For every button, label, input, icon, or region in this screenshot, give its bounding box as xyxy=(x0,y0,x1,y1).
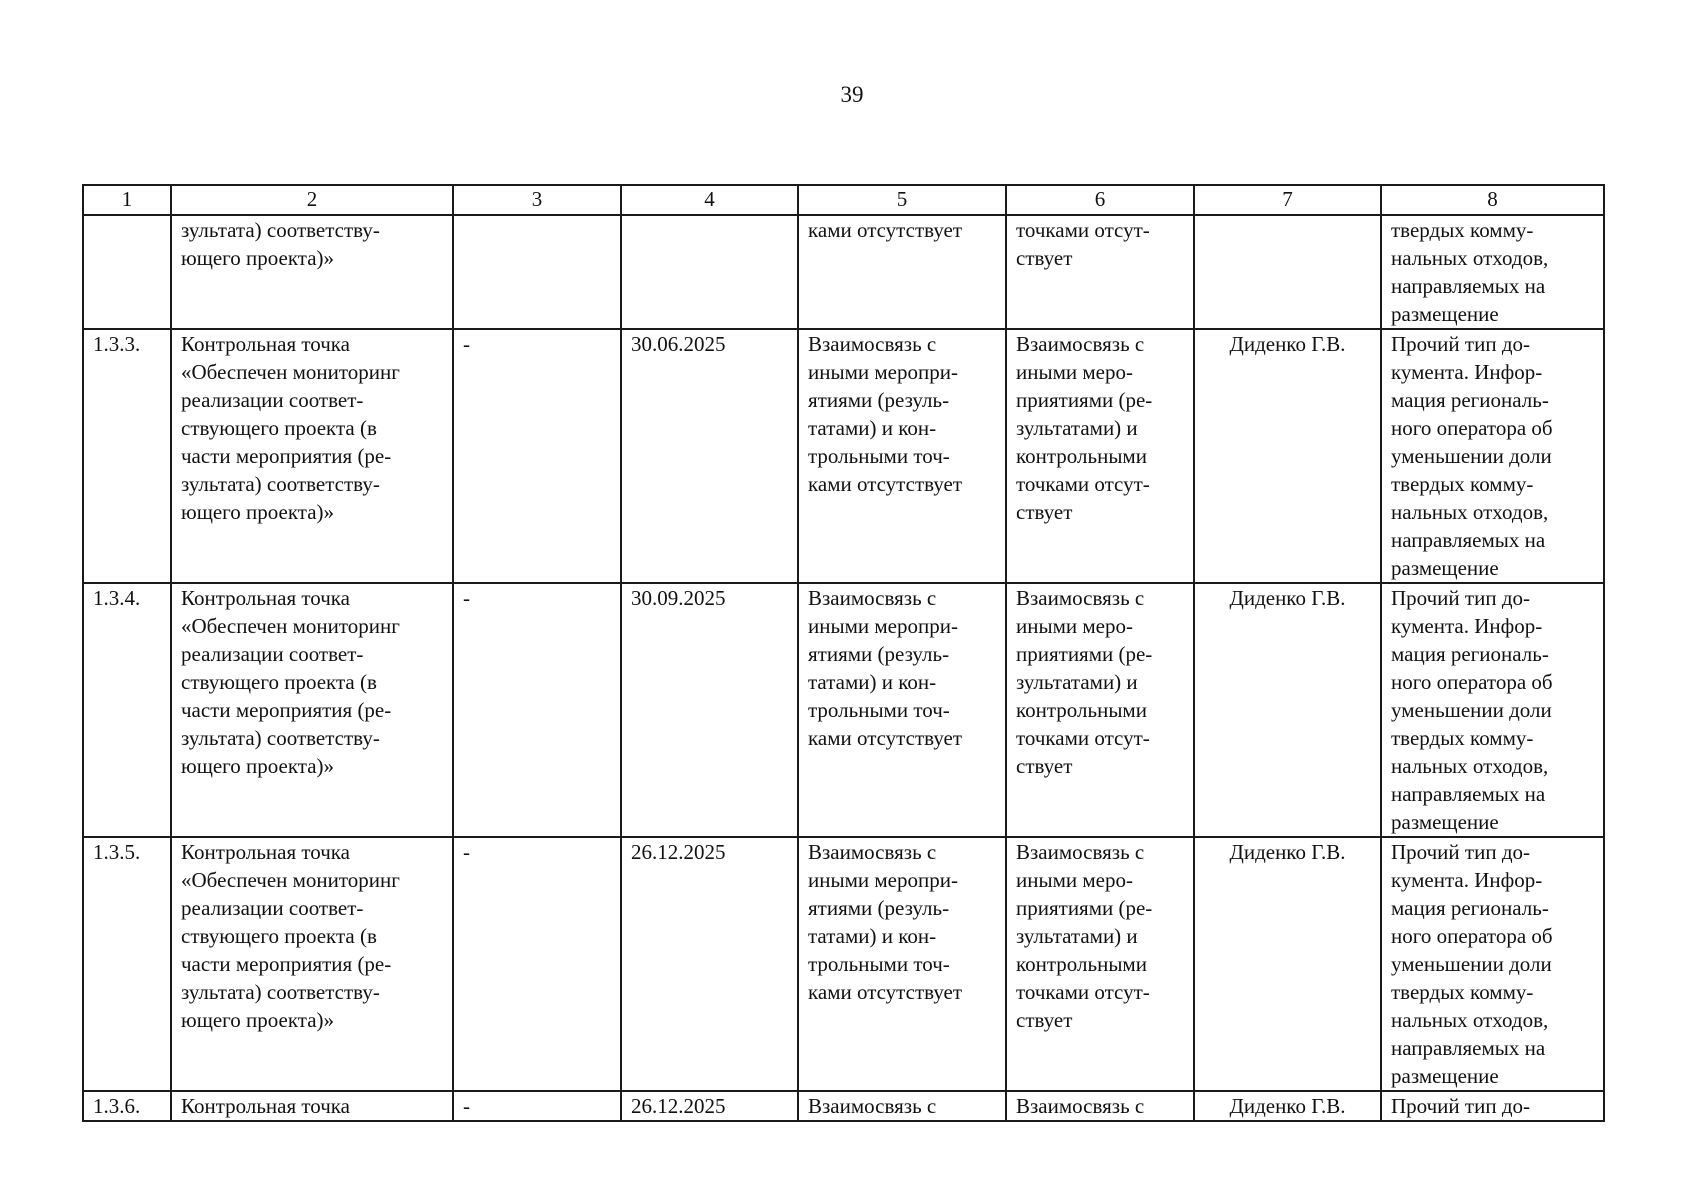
relation-results-cell: Взаимосвязь с иными меропри- ятиями (резуль- татами) и кон- трольными точ- ками отсутствует xyxy=(798,837,1006,1091)
table-row xyxy=(83,329,1604,583)
responsible-cell xyxy=(1194,215,1381,329)
responsible-cell: Диденко Г.В. xyxy=(1194,583,1381,837)
row-number-cell: 1.3.5. xyxy=(83,837,171,1091)
date-cell xyxy=(621,215,798,329)
row-number-cell: 1.3.4. xyxy=(83,583,171,837)
row-number-cell: 1.3.3. xyxy=(83,329,171,583)
checkpoint-name-cell: Контрольная точка xyxy=(171,1091,453,1121)
relation-checkpoints-cell: Взаимосвязь с xyxy=(1006,1091,1194,1121)
predecessor-cell: - xyxy=(453,1091,621,1121)
checkpoint-name-cell: Контрольная точка «Обеспечен мониторинг реализации соответ- ствующего проекта (в части мероприятия (ре- зультата) соответству- ющего проекта)» xyxy=(171,329,453,583)
relation-checkpoints-cell: точками отсут- ствует xyxy=(1006,215,1194,329)
column-header: 5 xyxy=(798,185,1006,215)
date-cell: 30.09.2025 xyxy=(621,583,798,837)
predecessor-cell: - xyxy=(453,329,621,583)
page-number: 39 xyxy=(840,82,864,107)
column-header: 7 xyxy=(1194,185,1381,215)
column-header: 2 xyxy=(171,185,453,215)
predecessor-cell: - xyxy=(453,583,621,837)
relation-results-cell: Взаимосвязь с иными меропри- ятиями (резуль- татами) и кон- трольными точ- ками отсутствует xyxy=(798,329,1006,583)
responsible-cell: Диденко Г.В. xyxy=(1194,1091,1381,1121)
date-cell: 26.12.2025 xyxy=(621,1091,798,1121)
row-number-cell: 1.3.6. xyxy=(83,1091,171,1121)
column-header: 6 xyxy=(1006,185,1194,215)
checkpoint-table xyxy=(82,184,1605,1122)
checkpoint-name-cell: зультата) соответству- ющего проекта)» xyxy=(171,215,453,329)
relation-results-cell: Взаимосвязь с иными меропри- ятиями (резуль- татами) и кон- трольными точ- ками отсутствует xyxy=(798,583,1006,837)
table-row xyxy=(83,215,1604,329)
document-type-cell: твердых комму- нальных отходов, направляемых на размещение xyxy=(1381,215,1604,329)
column-header: 1 xyxy=(83,185,171,215)
relation-checkpoints-cell: Взаимосвязь с иными меро- приятиями (ре- зультатами) и контрольными точками отсут- ствует xyxy=(1006,583,1194,837)
table-row xyxy=(83,1091,1604,1121)
relation-results-cell: ками отсутствует xyxy=(798,215,1006,329)
document-type-cell: Прочий тип до- кумента. Инфор- мация региональ- ного оператора об уменьшении доли твердых комму- нальных отходов, направляемых на размещение xyxy=(1381,837,1604,1091)
document-type-cell: Прочий тип до- xyxy=(1381,1091,1604,1121)
date-cell: 30.06.2025 xyxy=(621,329,798,583)
date-cell: 26.12.2025 xyxy=(621,837,798,1091)
document-type-cell: Прочий тип до- кумента. Инфор- мация региональ- ного оператора об уменьшении доли твердых комму- нальных отходов, направляемых на размещение xyxy=(1381,583,1604,837)
checkpoint-name-cell: Контрольная точка «Обеспечен мониторинг реализации соответ- ствующего проекта (в части мероприятия (ре- зультата) соответству- ющего проекта)» xyxy=(171,583,453,837)
table-row xyxy=(83,837,1604,1091)
predecessor-cell xyxy=(453,215,621,329)
table-row xyxy=(83,583,1604,837)
column-header: 8 xyxy=(1381,185,1604,215)
checkpoint-name-cell: Контрольная точка «Обеспечен мониторинг реализации соответ- ствующего проекта (в части мероприятия (ре- зультата) соответству- ющего проекта)» xyxy=(171,837,453,1091)
row-number-cell xyxy=(83,215,171,329)
responsible-cell: Диденко Г.В. xyxy=(1194,837,1381,1091)
column-header: 4 xyxy=(621,185,798,215)
relation-checkpoints-cell: Взаимосвязь с иными меро- приятиями (ре- зультатами) и контрольными точками отсут- ствует xyxy=(1006,329,1194,583)
responsible-cell: Диденко Г.В. xyxy=(1194,329,1381,583)
document-type-cell: Прочий тип до- кумента. Инфор- мация региональ- ного оператора об уменьшении доли твердых комму- нальных отходов, направляемых на размещение xyxy=(1381,329,1604,583)
predecessor-cell: - xyxy=(453,837,621,1091)
table-header-row xyxy=(83,185,1604,215)
relation-checkpoints-cell: Взаимосвязь с иными меро- приятиями (ре- зультатами) и контрольными точками отсут- ствует xyxy=(1006,837,1194,1091)
relation-results-cell: Взаимосвязь с xyxy=(798,1091,1006,1121)
column-header: 3 xyxy=(453,185,621,215)
